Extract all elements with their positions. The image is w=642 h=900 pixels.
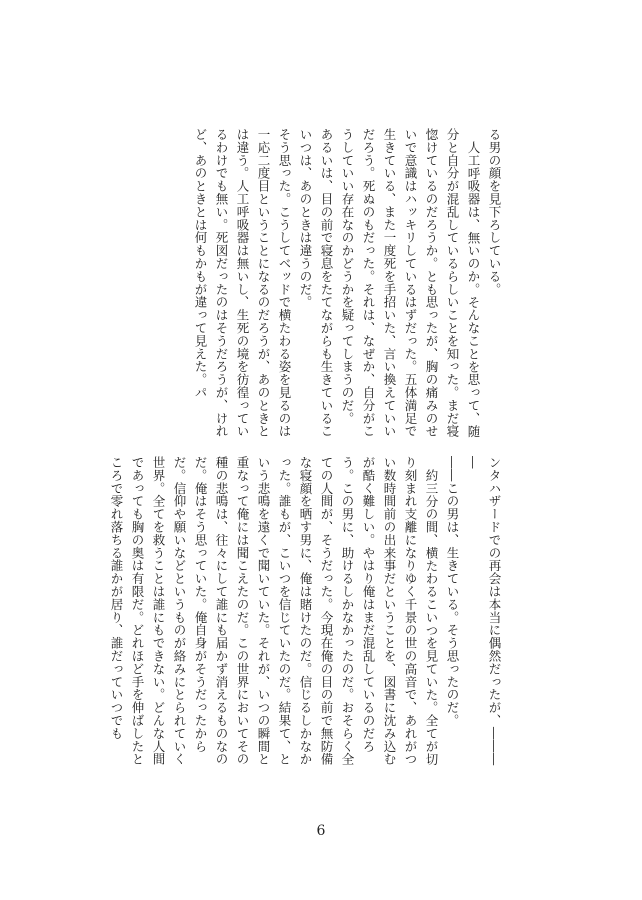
paragraph: る男の顔を見下ろしている。 bbox=[487, 128, 502, 296]
paragraph: 人工呼吸器は、無いのか。そんなことを思って、随分と自分が混乱しているらしいことを知った。まだ寝惚けているのだろうか。とも思ったが、胸の痛みのせいで意識はハッキリしているはずだった。五体満足で生きている、また一度死を手招いた、言い換えていいだろう。死ぬのもだった。それは、なぜか、自分がこうしていい存在なのかどうかを疑ってしまうのだ。 bbox=[340, 128, 481, 438]
paragraph: 約三分の間、横たわるこいつを見ていた。全てが切り刻まれ支離になりゆく千景の世の高音で、あれがつい数時間前の出来事だということを、図書に沈み込むが酷く難しい。やはり俺はまだ混乱しているのだろう。この男に、助けるしかなかったのだ。おそらく全ての人間が、そうだった。今現在俺の目の前で無防備な寝顔を晒す男に、俺は賭けたのだ。信じるしかなかった。誰もが、こいつを信じていたのだ。結果て、という悲鳴を遠くで聞いていた。それが、いつの瞬間と重なって俺には聞こえたのだ。この世界においてその種の悲鳴は、往々にして誰にも届かず消えるものなのだ。俺はそう思っていた。俺自身がそうだったからだ。信仰や願いなどというものが絡みにとられていく世界。全てを救うことは誰にもできない。どんな人間であっても胸の奥は有限だ。どれほど手を伸ばしたところで零れ落ちる誰かが居り、誰だっていつでも bbox=[109, 456, 439, 766]
page-number: 6 bbox=[316, 823, 326, 839]
paragraph: そう思った。こうしてベッドで横たわる姿を見るのは一応二度目ということになるのだろうが、あのときとは違う。人工呼吸器は無いし、生死の境を彷徨っているわけでも無い。死図だったのはそうだろうが、けれど、あのときとは何もかもが違って見えた。パ bbox=[193, 128, 292, 438]
paragraph: あるいは、目の前で寝息をたてながらも生きているこいつは、あのときは違うのだ。 bbox=[298, 128, 334, 438]
lower-text-block bbox=[109, 456, 505, 776]
upper-text-block bbox=[125, 128, 505, 450]
paragraph: ンタハザードでの再会は本当に偶然だったが、―――― bbox=[466, 456, 502, 766]
paragraph: ――この男は、生きている。そう思ったのだ。 bbox=[445, 456, 460, 727]
